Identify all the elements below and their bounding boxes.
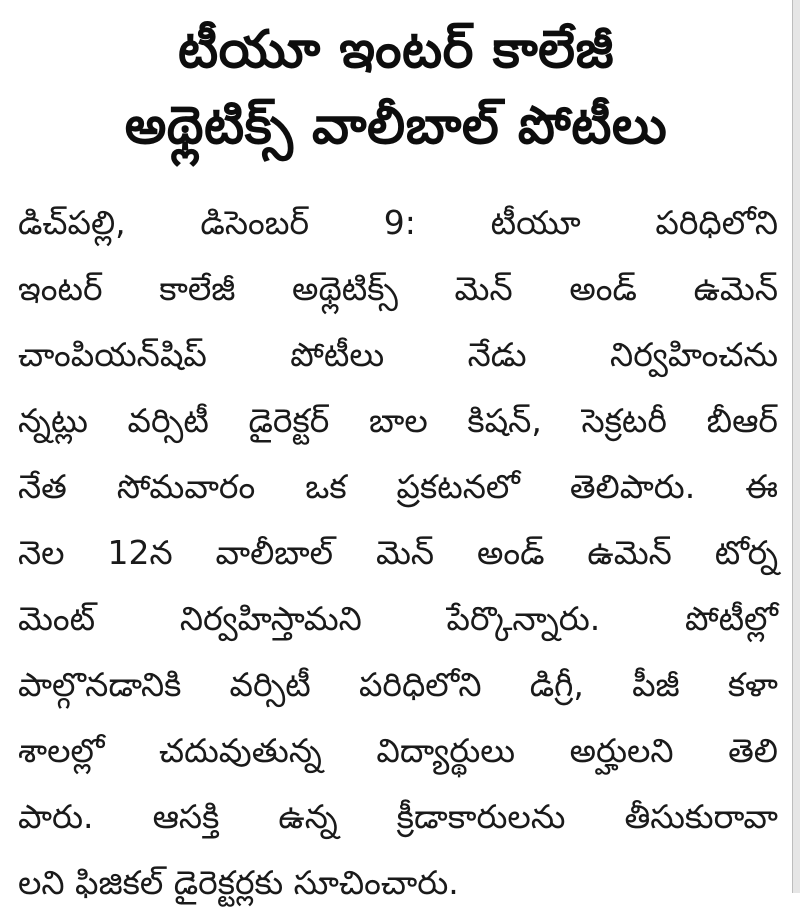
body-line-3: చాంపియన్‌షిప్ పోటీలు నేడు నిర్వహించను <box>18 335 778 374</box>
body-line-11: లని ఫిజికల్ డైరెక్టర్లకు సూచించారు. <box>18 863 459 902</box>
body-line-8: పాల్గొనడానికి వర్సిటీ పరిధిలోని డిగ్రీ, పీజీ కళా <box>18 665 778 704</box>
headline-line-2: అథ్లెటిక్స్ వాలీబాల్ పోటీలు <box>124 96 668 156</box>
body-line-2: ఇంటర్ కాలేజీ అథ్లెటిక్స్ మెన్ అండ్ ఉమెన్ <box>18 269 778 308</box>
headline <box>0 12 792 164</box>
body-line-6: నెల 12న వాలీబాల్ మెన్ అండ్ ఉమెన్ టోర్న <box>18 533 778 572</box>
body-line-10: పారు. ఆసక్తి ఉన్న క్రీడాకారులను తీసుకురావా <box>18 797 778 836</box>
body-line-9: శాలల్లో చదువుతున్న విద్యార్థులు అర్హులని తెలి <box>18 731 778 770</box>
body-line-5: నేత సోమవారం ఒక ప్రకటనలో తెలిపారు. ఈ <box>18 467 778 506</box>
body-line-7: మెంట్ నిర్వహిస్తామని పేర్కొన్నారు. పోటీల్లో <box>18 599 778 638</box>
body-line-4: న్నట్లు వర్సిటీ డైరెక్టర్ బాల కిషన్, సెక్రటరీ బీఆర్ <box>18 401 778 440</box>
body-line-1: డిచ్‌పల్లి, డిసెంబర్ 9: టీయూ పరిధిలోని <box>18 203 778 242</box>
article-body <box>18 190 778 916</box>
page-edge-divider <box>792 0 800 893</box>
headline-line-1: టీయూ ఇంటర్ కాలేజీ <box>177 20 615 80</box>
